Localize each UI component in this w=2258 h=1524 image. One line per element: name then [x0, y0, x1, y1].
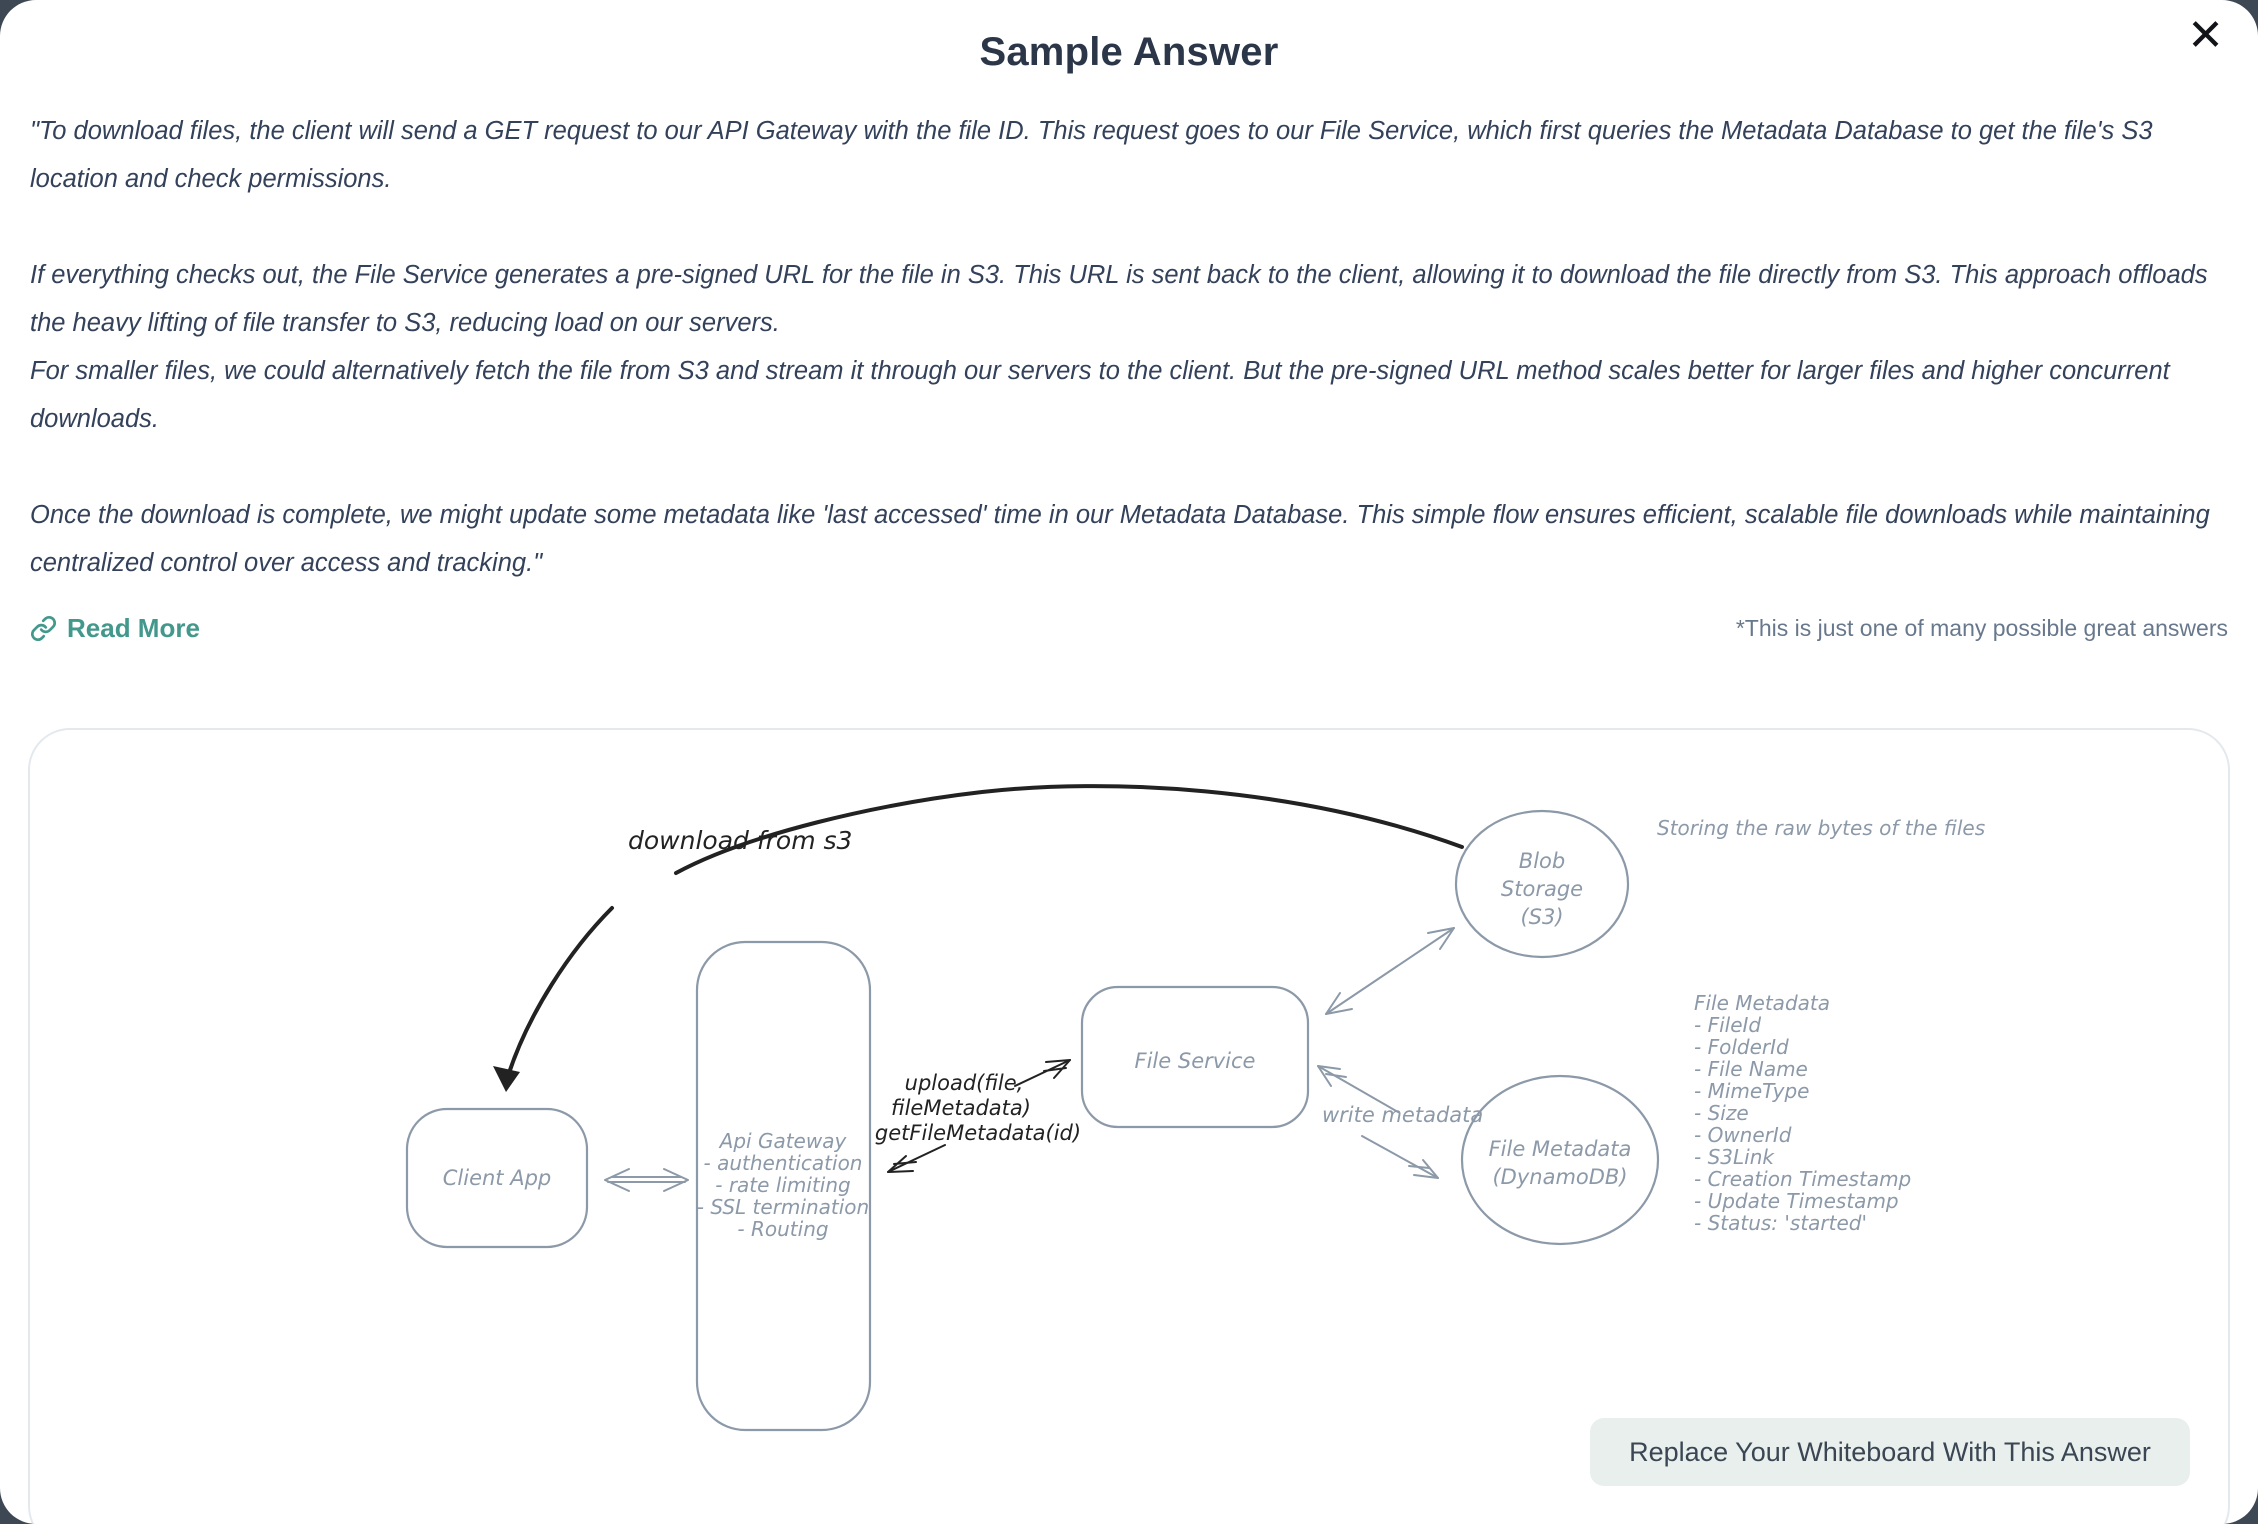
close-icon[interactable]: ✕ — [2187, 10, 2224, 61]
file-service-label: File Service — [1134, 1049, 1256, 1073]
file-metadata-item: - Update Timestamp — [1694, 1189, 1899, 1213]
file-metadata-list — [1694, 991, 1911, 1235]
file-metadata-item: - FileId — [1694, 1013, 1762, 1037]
api-gateway-line1: Api Gateway — [719, 1129, 847, 1153]
api-gateway-line5: - Routing — [737, 1217, 829, 1241]
client-app-node — [407, 1109, 587, 1247]
download-arrowhead — [493, 1066, 520, 1092]
blob-storage-node — [1456, 811, 1628, 957]
api-gateway-line2: - authentication — [703, 1151, 863, 1175]
file-metadata-item: - Status: 'started' — [1694, 1211, 1867, 1235]
whiteboard-diagram — [30, 730, 2230, 1524]
link-icon — [30, 615, 57, 642]
answer-paragraph-2: If everything checks out, the File Service generates a pre-signed URL for the file in S3. This URL is sent back to the client, allowing it to download the file directly from S3. This approach offloads the heavy lifting of file transfer to S3, reducing load on our servers. — [30, 261, 2208, 337]
whiteboard-canvas[interactable] — [28, 728, 2230, 1524]
file-metadata-list-title: File Metadata — [1694, 991, 1830, 1015]
api-gateway-line4: - SSL termination — [696, 1195, 870, 1219]
file-metadata-item: - OwnerId — [1694, 1123, 1792, 1147]
upload-arrow-down — [888, 1145, 945, 1172]
disclaimer-note: *This is just one of many possible great answers — [1735, 615, 2228, 641]
dynamodb-label-line2: (DynamoDB) — [1492, 1165, 1628, 1189]
api-gateway-node — [697, 942, 870, 1430]
upload-line3: getFileMetadata(id) — [874, 1121, 1082, 1145]
answer-paragraph-1: "To download files, the client will send a GET request to our API Gateway with the file ID. This request goes to our File Service, which first queries the Metadata Database to get the file's S3 location and check permissions. — [30, 117, 2153, 193]
file-metadata-item: - S3Link — [1694, 1145, 1774, 1169]
download-from-s3-label: download from s3 — [628, 826, 853, 855]
answer-text-block — [0, 107, 2258, 587]
meta-row — [0, 613, 2258, 644]
write-metadata-label: write metadata — [1322, 1103, 1484, 1127]
upload-call-label — [875, 1071, 1081, 1145]
file-metadata-item: - File Name — [1694, 1057, 1808, 1081]
blob-storage-label-line1: Blob — [1518, 849, 1566, 873]
blob-storage-label-line2: Storage — [1500, 877, 1584, 901]
read-more-link[interactable] — [30, 613, 200, 644]
client-app-label: Client App — [442, 1166, 552, 1190]
upload-line2: fileMetadata) — [891, 1096, 1031, 1120]
replace-whiteboard-button[interactable]: Replace Your Whiteboard With This Answer — [1590, 1418, 2190, 1486]
answer-paragraph-4: Once the download is complete, we might update some metadata like 'last accessed' time in our Metadata Database. This simple flow ensures efficient, scalable file downloads while maintaining centralized control over access and tracking." — [30, 501, 2210, 577]
storing-note: Storing the raw bytes of the files — [1657, 816, 1986, 840]
file-service-node — [1082, 987, 1308, 1127]
dynamodb-label-line1: File Metadata — [1488, 1137, 1632, 1161]
blob-storage-label-line3: (S3) — [1520, 905, 1564, 929]
answer-paragraph-3: For smaller files, we could alternatively fetch the file from S3 and stream it through our servers to the client. But the pre-signed URL method scales better for larger files and higher concurrent downloads. — [30, 357, 2170, 433]
fileservice-blob-arrow — [1326, 928, 1454, 1014]
client-gateway-arrow — [605, 1169, 688, 1191]
file-metadata-item: - FolderId — [1694, 1035, 1789, 1059]
dynamodb-node — [1462, 1076, 1658, 1244]
read-more-label: Read More — [67, 613, 200, 643]
page-title: Sample Answer — [979, 30, 1279, 74]
upload-line1: upload(file, — [904, 1071, 1024, 1095]
file-metadata-item: - Size — [1694, 1101, 1749, 1125]
file-metadata-item: - MimeType — [1694, 1079, 1810, 1103]
api-gateway-line3: - rate limiting — [715, 1173, 851, 1197]
metadata-arrow-to-db — [1362, 1136, 1438, 1178]
file-metadata-item: - Creation Timestamp — [1694, 1167, 1912, 1191]
